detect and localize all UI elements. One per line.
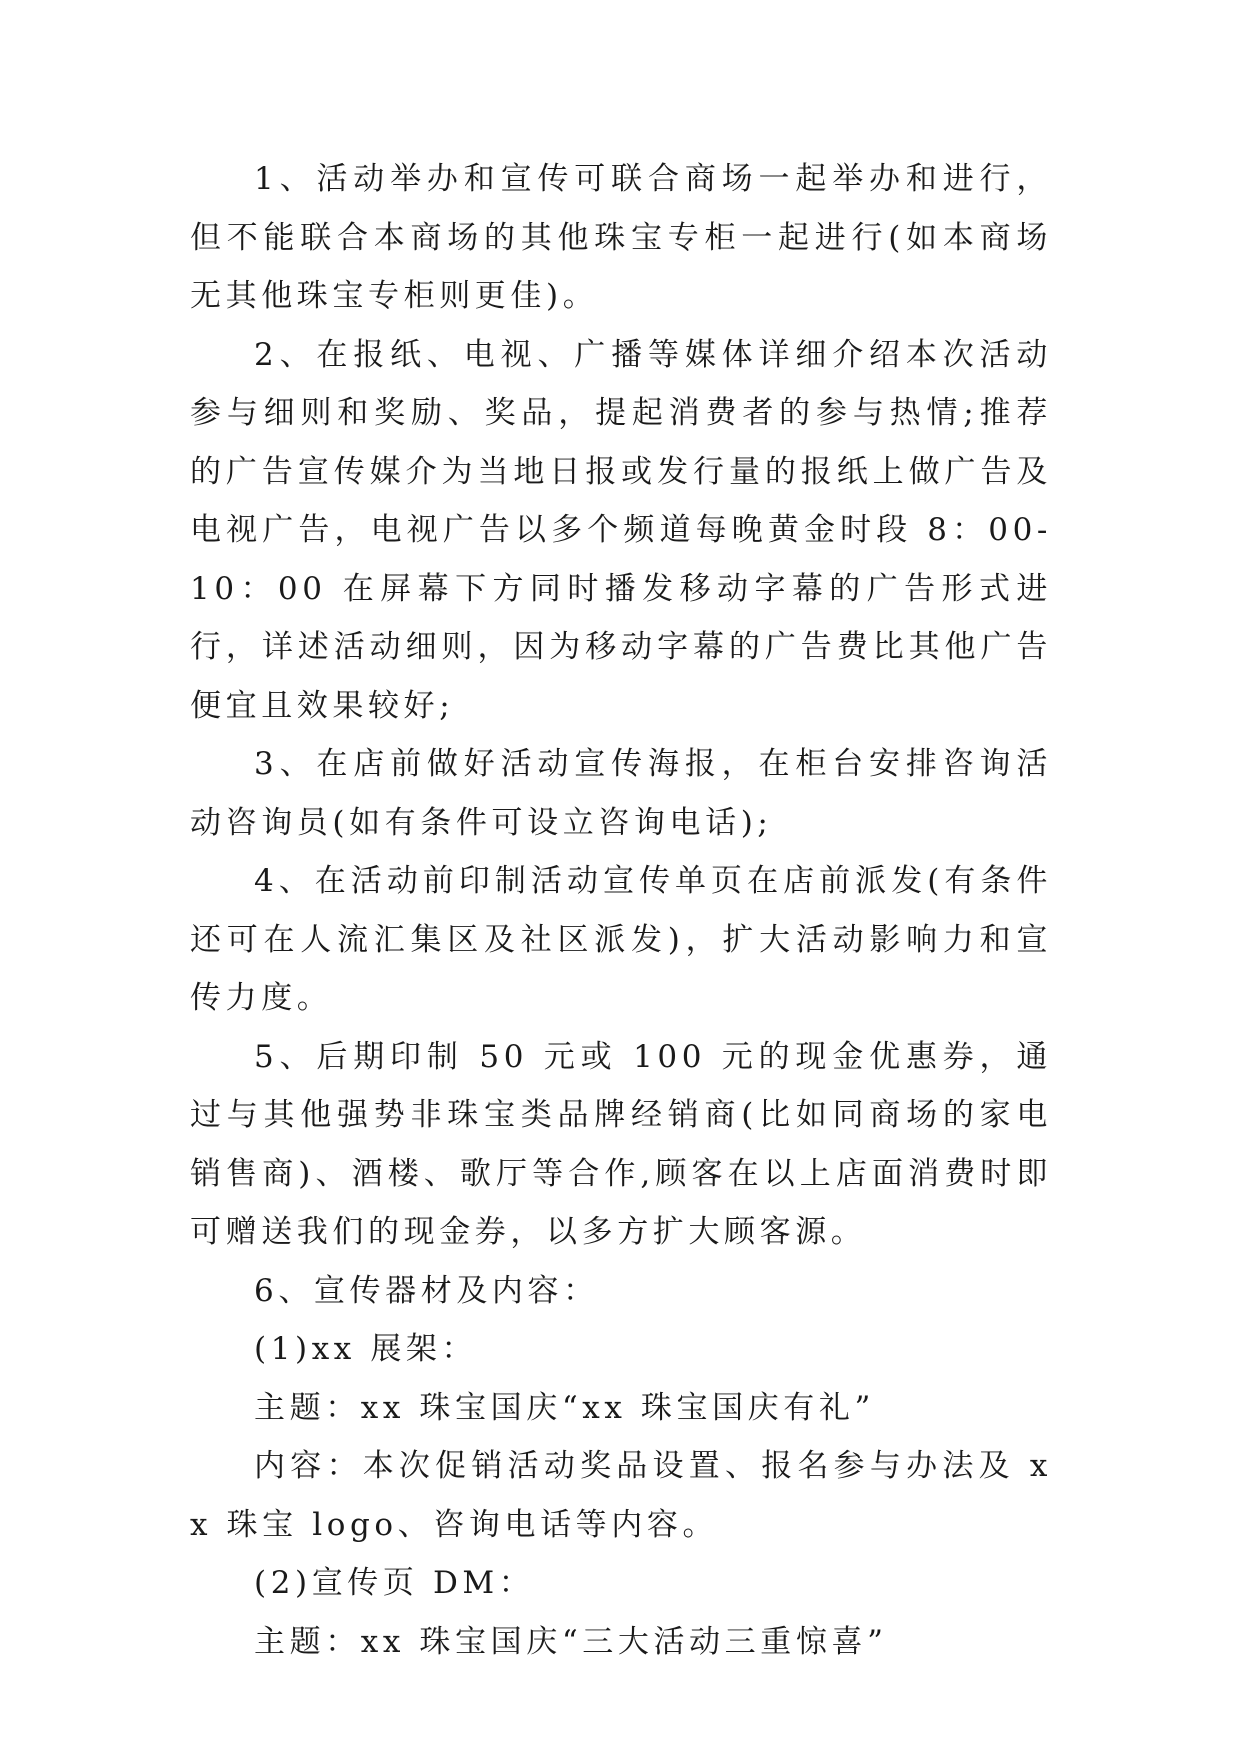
paragraph-content-display-stand: 内容：本次促销活动奖品设置、报名参与办法及 xx 珠宝 logo、咨询电话等内容。: [190, 1448, 1052, 1543]
paragraph-subheading-flyer: (2)宣传页 DM：: [254, 1565, 535, 1601]
document-body: [190, 150, 1052, 1671]
paragraph-item-5: 5、后期印制 50 元或 100 元的现金优惠券，通过与其他强势非珠宝类品牌经销商(比如同商场的家电销售商)、酒楼、歌厅等合作,顾客在以上店面消费时即可赠送我们的现金券，以多方扩大顾客源。: [190, 1038, 1052, 1250]
paragraph-item-3: 3、在店前做好活动宣传海报，在柜台安排咨询活动咨询员(如有条件可设立咨询电话);: [190, 746, 1052, 841]
paragraph-item-2: 2、在报纸、电视、广播等媒体详细介绍本次活动参与细则和奖励、奖品，提起消费者的参与热情;推荐的广告宣传媒介为当地日报或发行量的报纸上做广告及电视广告，电视广告以多个频道每晚黄金时段 8：00-10：00 在屏幕下方同时播发移动字幕的广告形式进行，详述活动细则，因为移动字幕的广告费比其他广告便宜且效果较好;: [190, 336, 1052, 724]
paragraph-theme-display-stand: 主题：xx 珠宝国庆“xx 珠宝国庆有礼”: [254, 1389, 875, 1426]
paragraph-item-1: 1、活动举办和宣传可联合商场一起举办和进行，但不能联合本商场的其他珠宝专柜一起进行(如本商场无其他珠宝专柜则更佳)。: [190, 161, 1052, 314]
paragraph-theme-flyer: 主题：xx 珠宝国庆“三大活动三重惊喜”: [254, 1623, 888, 1660]
paragraph-item-6: 6、宣传器材及内容：: [254, 1272, 599, 1309]
paragraph-subheading-display-stand: (1)xx 展架：: [254, 1331, 478, 1367]
paragraph-item-4: 4、在活动前印制活动宣传单页在店前派发(有条件还可在人流汇集区及社区派发)，扩大活动影响力和宣传力度。: [190, 863, 1052, 1016]
